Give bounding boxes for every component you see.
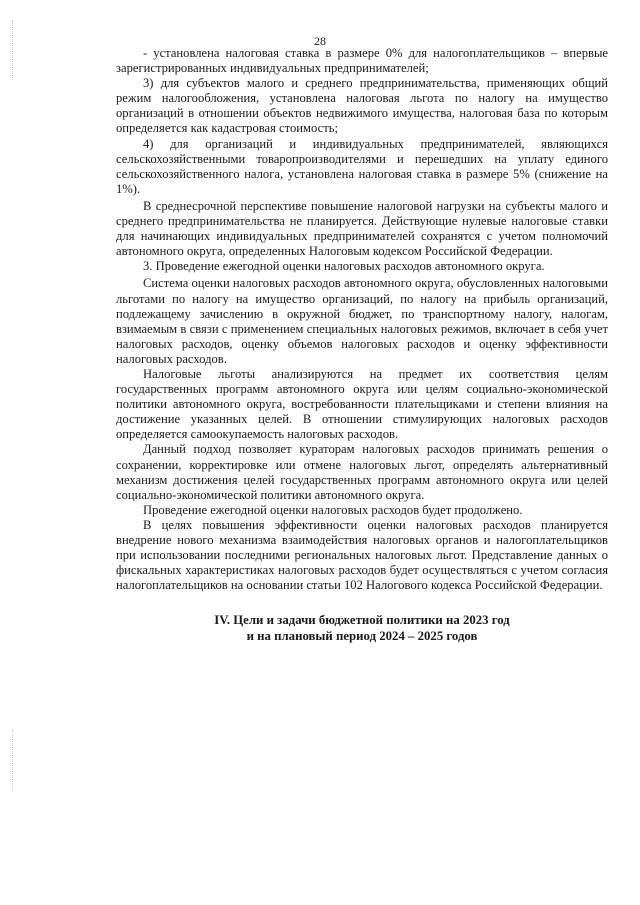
section-heading-line: и на плановый период 2024 – 2025 годов [246, 629, 478, 644]
section-heading [116, 612, 608, 644]
page-number: 28 [314, 34, 326, 48]
document-body [116, 46, 608, 644]
paragraph: 4) для организаций и индивидуальных предпринимателей, являющихся сельскохозяйственными товаропроизводителями и перешедших на уплату единого сельскохозяйственного налога, установлена налоговая ставка в размере 5% (снижение на 1%). [116, 136, 608, 196]
paragraph: В целях повышения эффективности оценки налоговых расходов планируется внедрение нового механизма взаимодействия налоговых органов и налогоплательщиков при использовании последними региональных налоговых льгот. Представление данных о фискальных характеристиках налоговых расходов будет осуществляться с учетом согласия налогоплательщиков на основании статьи 102 Налогового кодекса Российской Федерации. [116, 517, 608, 593]
paragraph: 3) для субъектов малого и среднего предпринимательства, применяющих общий режим налогообложения, установлена налоговая льгота по налогу на имущество организаций в отношении объектов недвижимого имущества, налоговая база по которым определяется как кадастровая стоимость; [116, 76, 608, 136]
section-item: 3. Проведение ежегодной оценки налоговых расходов автономного округа. [143, 259, 545, 274]
paragraph: Проведение ежегодной оценки налоговых расходов будет продолжено. [143, 502, 523, 517]
paragraph: Система оценки налоговых расходов автономного округа, обусловленных налоговыми льготами по налогу на имущество организаций, по налогу на прибыль организаций, подлежащему зачислению в окружной бюджет, по транспортному налогу, налогам, взимаемым в связи с применением специальных налоговых режимов, включает в себя учет налоговых расходов, оценку объемов налоговых расходов и оценку эффективности налоговых расходов. [116, 276, 608, 366]
scan-edge-mark [12, 730, 13, 790]
scan-edge-mark [12, 20, 13, 80]
paragraph: В среднесрочной перспективе повышение налоговой нагрузки на субъекты малого и среднего предпринимательства не планируется. Действующие нулевые налоговые ставки для начинающих индивидуальных предпринимателей сохранятся с учетом полномочий автономного округа, определенных Налоговым кодексом Российской Федерации. [116, 198, 608, 259]
section-heading-line: IV. Цели и задачи бюджетной политики на 2023 год [214, 613, 510, 628]
paragraph: Налоговые льготы анализируются на предмет их соответствия целям государственных программ автономного округа или целям социально-экономической политики автономного округа, востребованности плательщиками и степени влияния на достижение указанных целей. В отношении стимулирующих налоговых расходов определяется самоокупаемость налоговых расходов. [116, 366, 608, 442]
paragraph: Данный подход позволяет кураторам налоговых расходов принимать решения о сохранении, корректировке или отмене налоговых льгот, определять альтернативный механизм достижения целей государственных программ автономного округа или целей социально-экономической политики автономного округа. [116, 442, 608, 502]
paragraph: - установлена налоговая ставка в размере 0% для налогоплательщиков – впервые зарегистрированных индивидуальных предпринимателей; [116, 46, 608, 76]
